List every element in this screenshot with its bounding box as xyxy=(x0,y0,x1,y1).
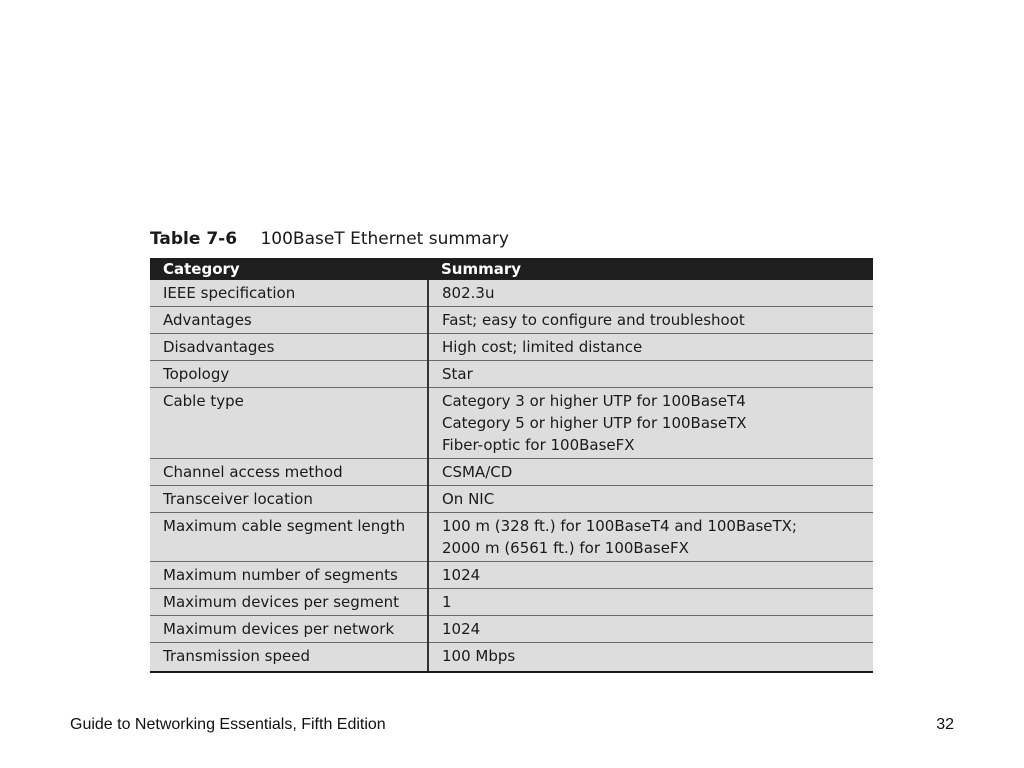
summary-line: 2000 m (6561 ft.) for 100BaseFX xyxy=(442,539,689,557)
cell-summary xyxy=(428,643,873,672)
table-row xyxy=(150,280,873,307)
summary-line: 100 m (328 ft.) for 100BaseT4 and 100BaseTX; xyxy=(442,517,797,535)
cell-summary xyxy=(428,513,873,562)
summary-line: 100 Mbps xyxy=(442,647,516,665)
cell-summary xyxy=(428,562,873,589)
cell-category: Transmission speed xyxy=(150,643,428,672)
table-row xyxy=(150,486,873,513)
header-category: Category xyxy=(150,258,428,280)
cell-category: Channel access method xyxy=(150,459,428,486)
summary-line: 1024 xyxy=(442,620,481,638)
table-row xyxy=(150,643,873,672)
summary-line: Fiber-optic for 100BaseFX xyxy=(442,436,635,454)
summary-line: Star xyxy=(442,365,473,383)
summary-line: 1 xyxy=(442,593,452,611)
cell-summary xyxy=(428,388,873,459)
table-title: 100BaseT Ethernet summary xyxy=(260,229,509,249)
cell-category: IEEE specification xyxy=(150,280,428,307)
cell-category: Advantages xyxy=(150,307,428,334)
summary-line: High cost; limited distance xyxy=(442,338,643,356)
summary-line: Category 3 or higher UTP for 100BaseT4 xyxy=(442,392,746,410)
table-row xyxy=(150,334,873,361)
summary-line: On NIC xyxy=(442,490,495,508)
table-row xyxy=(150,361,873,388)
footer-book-title: Guide to Networking Essentials, Fifth Edition xyxy=(70,716,386,733)
cell-category: Maximum devices per segment xyxy=(150,589,428,616)
cell-summary xyxy=(428,459,873,486)
table-caption xyxy=(150,229,509,249)
cell-category: Maximum number of segments xyxy=(150,562,428,589)
table-row xyxy=(150,459,873,486)
cell-category: Maximum devices per network xyxy=(150,616,428,643)
table-number: Table 7-6 xyxy=(150,229,238,249)
table-body xyxy=(150,280,873,671)
footer-page-number: 32 xyxy=(936,716,954,733)
table-row xyxy=(150,388,873,459)
cell-category: Transceiver location xyxy=(150,486,428,513)
cell-category: Topology xyxy=(150,361,428,388)
cell-category: Cable type xyxy=(150,388,428,459)
header-summary: Summary xyxy=(428,258,873,280)
summary-line: 802.3u xyxy=(442,284,495,302)
summary-line: Category 5 or higher UTP for 100BaseTX xyxy=(442,414,747,432)
table-row xyxy=(150,589,873,616)
cell-summary xyxy=(428,589,873,616)
cell-summary xyxy=(428,307,873,334)
table-row xyxy=(150,616,873,643)
cell-category: Disadvantages xyxy=(150,334,428,361)
cell-summary xyxy=(428,280,873,307)
cell-summary xyxy=(428,486,873,513)
table-row xyxy=(150,307,873,334)
summary-line: Fast; easy to configure and troubleshoot xyxy=(442,311,745,329)
cell-summary xyxy=(428,361,873,388)
summary-table xyxy=(150,258,873,671)
summary-line: 1024 xyxy=(442,566,481,584)
cell-category: Maximum cable segment length xyxy=(150,513,428,562)
summary-table-container xyxy=(150,258,873,673)
table-row xyxy=(150,513,873,562)
summary-line: CSMA/CD xyxy=(442,463,513,481)
table-header-row xyxy=(150,258,873,280)
table-row xyxy=(150,562,873,589)
cell-summary xyxy=(428,616,873,643)
cell-summary xyxy=(428,334,873,361)
